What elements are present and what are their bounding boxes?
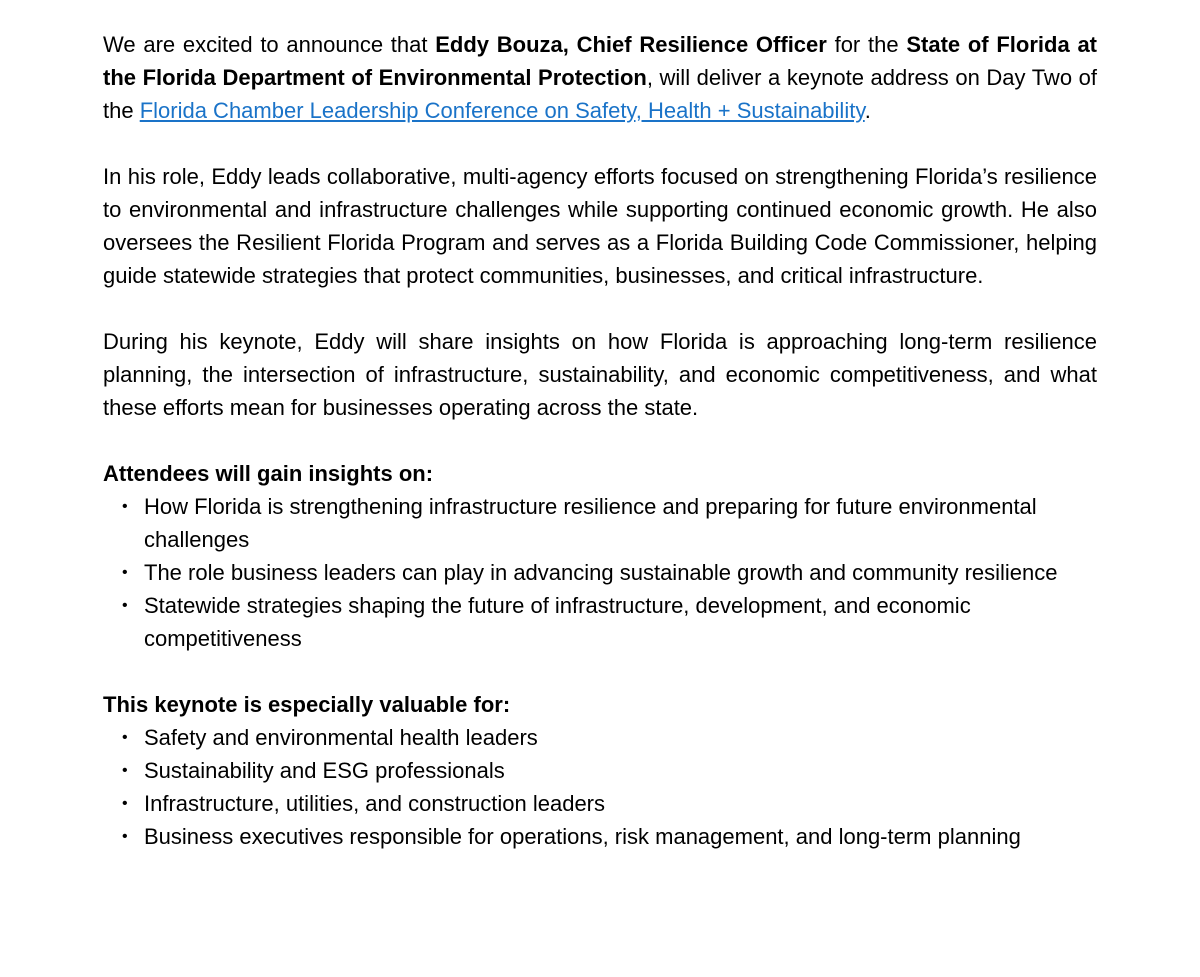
list-item xyxy=(122,589,1097,655)
audience-heading: This keynote is especially valuable for: xyxy=(103,692,511,717)
role-paragraph: In his role, Eddy leads collaborative, multi-agency efforts focused on strengthening Florida’s resilience to environmental and infrastructure challenges while supporting continued economic growth. He also oversees the Resilient Florida Program and serves as a Florida Building Code Commissioner, helping guide statewide strategies that protect communities, businesses, and critical infrastructure. xyxy=(103,164,1097,288)
list-item-text: Business executives responsible for operations, risk management, and long-term planning xyxy=(144,824,1021,849)
list-item xyxy=(122,754,1097,787)
bullet-icon: • xyxy=(122,729,128,746)
speaker-name: Eddy Bouza, Chief Resilience Officer xyxy=(435,32,827,57)
bullet-icon: • xyxy=(122,498,128,515)
article-body xyxy=(103,28,1097,886)
list-item xyxy=(122,787,1097,820)
list-item-text: Statewide strategies shaping the future of infrastructure, development, and economic competitiveness xyxy=(144,593,971,651)
audience-list xyxy=(103,721,1097,853)
bullet-icon: • xyxy=(122,597,128,614)
conference-link[interactable]: Florida Chamber Leadership Conference on Safety, Health + Sustainability xyxy=(139,98,865,123)
intro-text-1: We are excited to announce that xyxy=(103,32,436,57)
intro-text-2: for the xyxy=(826,32,907,57)
speaker-organization: State of Florida at the Florida Department of Environmental Protection xyxy=(103,32,1098,90)
list-item-text: How Florida is strengthening infrastructure resilience and preparing for future environmental challenges xyxy=(144,494,1037,552)
insights-list xyxy=(103,490,1097,655)
bullet-icon: • xyxy=(122,564,128,581)
list-item xyxy=(122,820,1097,853)
list-item-text: Sustainability and ESG professionals xyxy=(144,758,505,783)
bullet-icon: • xyxy=(122,828,128,845)
list-item xyxy=(122,490,1097,556)
list-item-text: Safety and environmental health leaders xyxy=(144,725,538,750)
bullet-icon: • xyxy=(122,762,128,779)
keynote-paragraph: During his keynote, Eddy will share insights on how Florida is approaching long-term resilience planning, the intersection of infrastructure, sustainability, and economic competitiveness, and what these efforts mean for businesses operating across the state. xyxy=(103,329,1097,420)
bullet-icon: • xyxy=(122,795,128,812)
insights-heading: Attendees will gain insights on: xyxy=(103,461,434,486)
intro-text-4: . xyxy=(864,98,871,123)
intro-paragraph xyxy=(103,28,1097,127)
intro-text-3: , will deliver a keynote address on Day Two of the xyxy=(103,65,1097,123)
list-item xyxy=(122,556,1097,589)
list-item xyxy=(122,721,1097,754)
list-item-text: Infrastructure, utilities, and construction leaders xyxy=(144,791,606,816)
list-item-text: The role business leaders can play in advancing sustainable growth and community resilience xyxy=(144,560,1058,585)
